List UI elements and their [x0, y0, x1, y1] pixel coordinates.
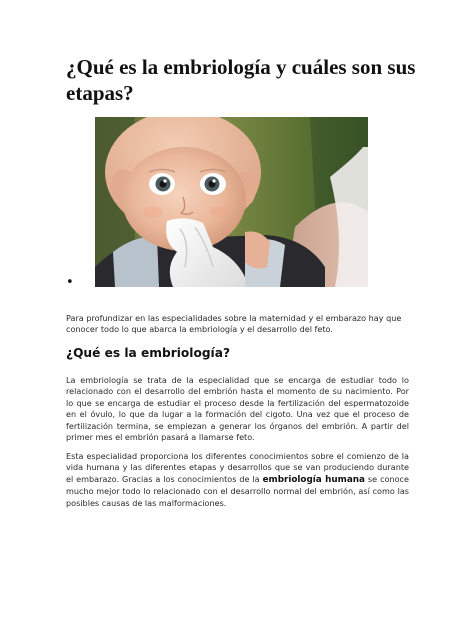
intro-paragraph: Para profundizar en las especialidades sobre la maternidad y el embarazo hay que conocer todo lo que abarca la embriología y el desarrollo del feto. — [66, 313, 402, 335]
knowledge-text-start: Esta especialidad proporciona los diferentes conocimientos sobre el comienzo de la vida humana y las diferentes etapas y desarrollos que se van produciendo durante el embarazo. Gracias a los conocimientos de la — [66, 451, 409, 484]
section-heading: ¿Qué es la embriología? — [66, 346, 231, 360]
knowledge-text-end: se conoce mucho mejor todo lo relacionado con el desarrollo normal del embrión, así como las posibles causas de las malformaciones. — [66, 473, 409, 508]
baby-photo — [95, 117, 368, 287]
page-title: ¿Qué es la embriología y cuáles son sus etapas? — [66, 55, 416, 105]
knowledge-paragraph — [66, 451, 409, 509]
list-bullet: • — [66, 275, 74, 290]
embriologia-humana-term: embriología humana — [262, 474, 365, 485]
definition-paragraph: La embriología se trata de la especialidad que se encarga de estudiar todo lo relacionado con el desarrollo del embrión hasta el momento de su nacimiento. Por lo que se encarga de estudiar el proceso desde la fertilización del espermatozoide en el óvulo, lo que da lugar a la formación del cigoto. Una vez que el proceso de fertilización termina, se empiezan a generar los órganos del embrión. A partir del primer mes el embrión pasará a llamarse feto. — [66, 375, 409, 443]
